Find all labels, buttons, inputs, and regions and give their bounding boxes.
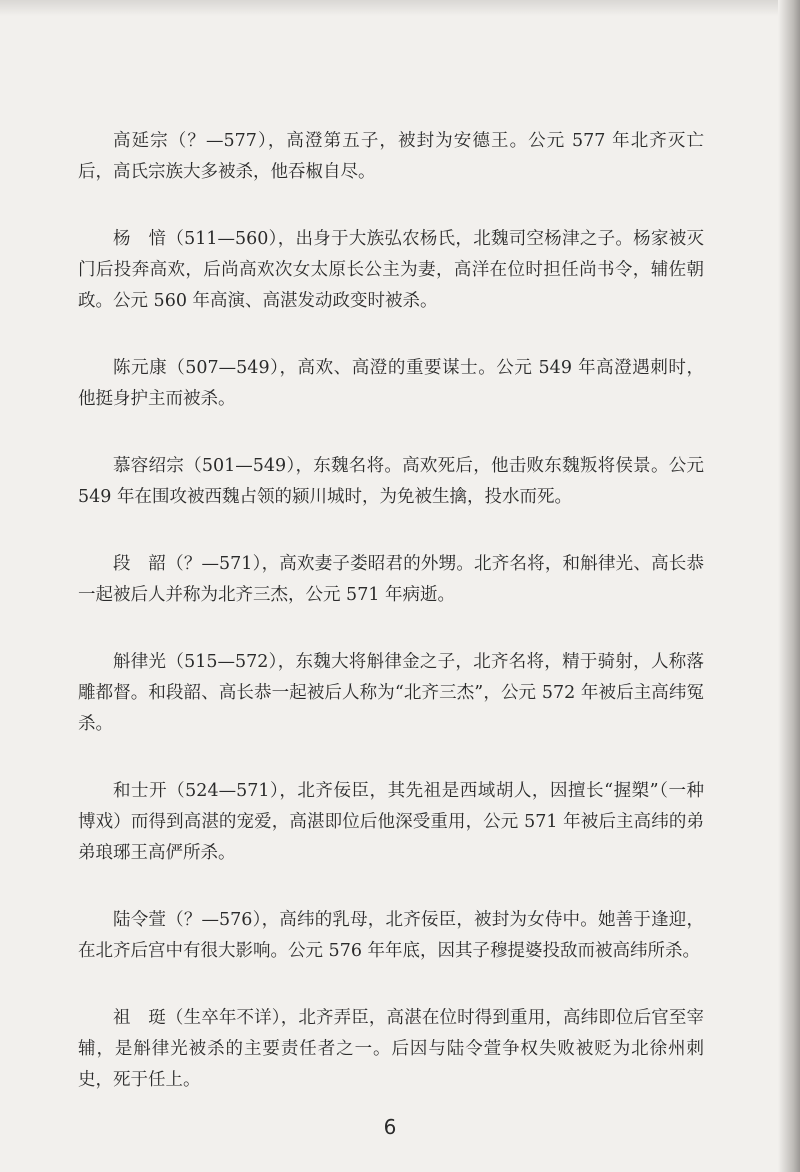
- entry-he-shikai: 和士开（524—571），北齐佞臣，其先祖是西域胡人，因擅长“握槊”（一种博戏）而得到高湛的宠爱，高湛即位后他深受重用，公元 571 年被后主高纬的弟弟琅琊王高俨所杀。: [78, 781, 704, 863]
- entry-yang-yin: 杨 愔（511—560），出身于大族弘农杨氏，北魏司空杨津之子。杨家被灭门后投奔高欢，后尚高欢次女太原长公主为妻，高洋在位时担任尚书令，辅佐朝政。公元 560 年高演、高湛发动政变时被杀。: [78, 229, 704, 311]
- entry-hulu-guang: 斛律光（515—572），东魏大将斛律金之子，北齐名将，精于骑射，人称落雕都督。和段韶、高长恭一起被后人称为“北齐三杰”，公元 572 年被后主高纬冤杀。: [78, 652, 704, 734]
- entry-zu-ting: 祖 珽（生卒年不详），北齐弄臣，高湛在位时得到重用，高纬即位后官至宰辅，是斛律光被杀的主要责任者之一。后因与陆令萱争权失败被贬为北徐州刺史，死于任上。: [78, 1008, 704, 1090]
- entry-lu-lingxuan: 陆令萱（？—576），高纬的乳母，北齐佞臣，被封为女侍中。她善于逢迎，在北齐后宫中有很大影响。公元 576 年年底，因其子穆提婆投敌而被高纬所杀。: [78, 910, 704, 961]
- document-body: [78, 126, 704, 1132]
- entry-murong-shaozong: 慕容绍宗（501—549），东魏名将。高欢死后，他击败东魏叛将侯景。公元 549 年在围攻被西魏占领的颍川城时，为免被生擒，投水而死。: [78, 456, 704, 507]
- entry-chen-yuankang: 陈元康（507—549），高欢、高澄的重要谋士。公元 549 年高澄遇刺时，他挺身护主而被杀。: [78, 358, 704, 409]
- page-binding-shadow: [778, 0, 800, 1172]
- entry-gao-yanzong: 高延宗（？—577），高澄第五子，被封为安德王。公元 577 年北齐灭亡后，高氏宗族大多被杀，他吞椒自尽。: [78, 131, 704, 182]
- entry-duan-shao: 段 韶（？—571），高欢妻子娄昭君的外甥。北齐名将，和斛律光、高长恭一起被后人并称为北齐三杰，公元 571 年病逝。: [78, 554, 704, 605]
- page-number: 6: [383, 1115, 397, 1139]
- page-top-shadow: [0, 0, 800, 16]
